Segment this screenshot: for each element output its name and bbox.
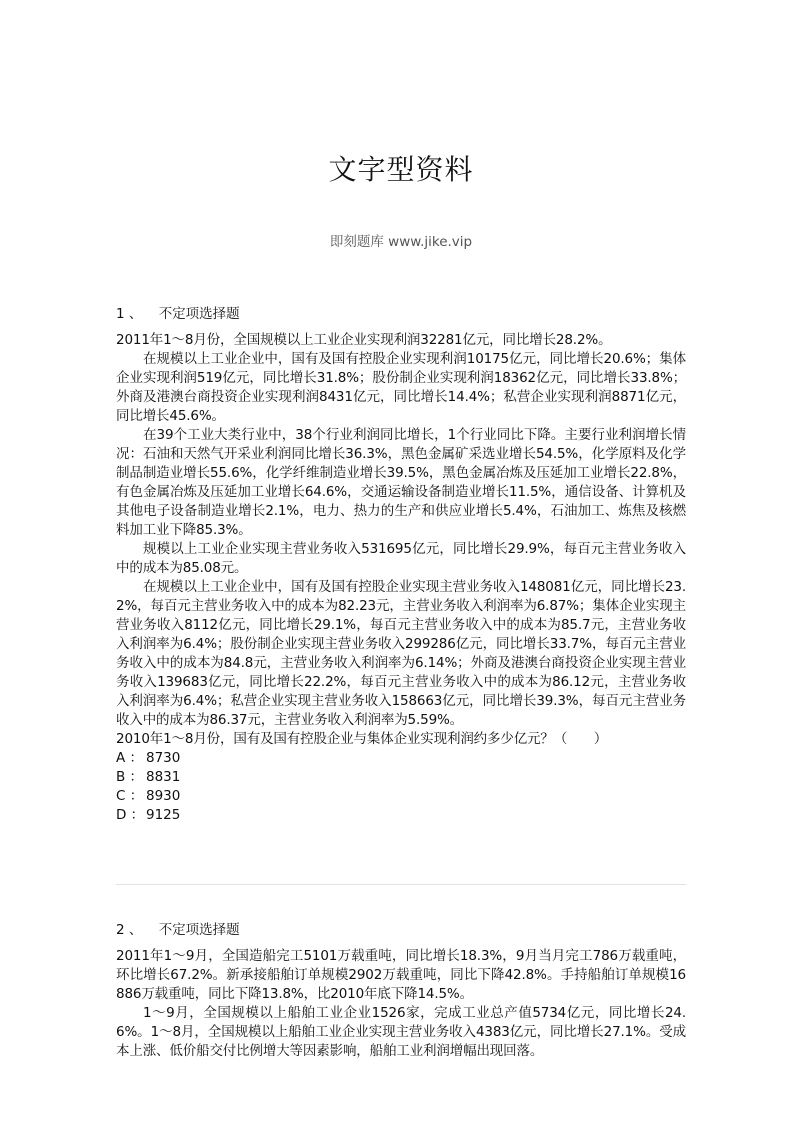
material-paragraph: 1～9月，全国规模以上船舶工业企业1526家，完成工业总产值5734亿元，同比增长24.6%。1～8月，全国规模以上船舶工业企业实现主营业务收入4383亿元，同比增长27.1%。受成本上涨、低价船交付比例增大等因素影响，船舶工业利润增幅出现回落。 bbox=[116, 1005, 686, 1059]
option-b[interactable] bbox=[116, 768, 686, 787]
material-paragraph: 2011年1～9月，全国造船完工5101万载重吨，同比增长18.3%，9月当月完工786万载重吨，环比增长67.2%。新承接船舶订单规模2902万载重吨，同比下降42.8%。手持船舶订单规模16886万载重吨，同比下降13.8%，比2010年底下降14.5%。 bbox=[116, 948, 686, 1002]
option-value: 8831 bbox=[146, 769, 181, 785]
material-paragraph: 在规模以上工业企业中，国有及国有控股企业实现利润10175亿元，同比增长20.6%；集体企业实现利润519亿元，同比增长31.8%；股份制企业实现利润18362亿元，同比增长33.8%；外商及港澳台商投资企业实现利润8431亿元，同比增长14.4%；私营企业实现利润8871亿元，同比增长45.6%。 bbox=[116, 351, 686, 424]
option-key: B ： bbox=[116, 769, 144, 785]
question-type: 不定项选择题 bbox=[158, 306, 240, 322]
option-d[interactable] bbox=[116, 806, 686, 825]
question-number: 2 、 bbox=[116, 922, 143, 938]
question-2 bbox=[116, 920, 686, 1061]
option-a[interactable] bbox=[116, 749, 686, 768]
question-text: 2010年1～8月份，国有及国有控股企业与集体企业实现利润约多少亿元？（ ） bbox=[116, 731, 608, 747]
option-key: D ： bbox=[116, 807, 145, 823]
document-subtitle: 即刻题库 www.jike.vip bbox=[329, 234, 473, 250]
material-paragraph: 规模以上工业企业实现主营业务收入531695亿元，同比增长29.9%，每百元主营业务收入中的成本为85.08元。 bbox=[116, 541, 686, 576]
option-key: C ： bbox=[116, 788, 144, 804]
document-title: 文字型资料 bbox=[328, 153, 474, 186]
question-1 bbox=[116, 304, 686, 825]
material-paragraph: 在39个工业大类行业中，38个行业利润同比增长，1个行业同比下降。主要行业利润增长情况：石油和天然气开采业利润同比增长36.3%，黑色金属矿采选业增长54.5%，化学原料及化学制品制造业增长55.6%，化学纤维制造业增长39.5%，黑色金属冶炼及压延加工业增长22.8%，有色金属冶炼及压延加工业增长64.6%，交通运输设备制造业增长11.5%，通信设备、计算机及其他电子设备制造业增长2.1%，电力、热力的生产和供应业增长5.4%，石油加工、炼焦及核燃料加工业下降85.3%。 bbox=[116, 427, 686, 538]
option-key: A ： bbox=[116, 750, 144, 766]
question-header bbox=[116, 304, 686, 326]
question-header bbox=[116, 920, 686, 942]
question-divider bbox=[116, 884, 686, 885]
option-value: 8730 bbox=[146, 750, 181, 766]
material-paragraph: 在规模以上工业企业中，国有及国有控股企业实现主营业务收入148081亿元，同比增长23.2%，每百元主营业务收入中的成本为82.23元，主营业务收入利润率为6.87%；集体企业实现主营业务收入8112亿元，同比增长29.1%，每百元主营业务收入中的成本为85.7元，主营业务收入利润率为6.4%；股份制企业实现主营业务收入299286亿元，同比增长33.7%，每百元主营业务收入中的成本为84.8元，主营业务收入利润率为6.14%；外商及港澳台商投资企业实现主营业务收入139683亿元，同比增长22.2%，每百元主营业务收入中的成本为86.12元，主营业务收入利润率为6.4%；私营企业实现主营业务收入158663亿元，同比增长39.3%，每百元主营业务收入中的成本为86.37元，主营业务收入利润率为5.59%。 bbox=[116, 579, 686, 728]
material-paragraph: 2011年1～8月份，全国规模以上工业企业实现利润32281亿元，同比增长28.2%。 bbox=[116, 332, 612, 348]
option-value: 8930 bbox=[146, 788, 181, 804]
option-c[interactable] bbox=[116, 787, 686, 806]
question-type: 不定项选择题 bbox=[158, 922, 240, 938]
option-value: 9125 bbox=[146, 807, 181, 823]
question-number: 1 、 bbox=[116, 306, 143, 322]
